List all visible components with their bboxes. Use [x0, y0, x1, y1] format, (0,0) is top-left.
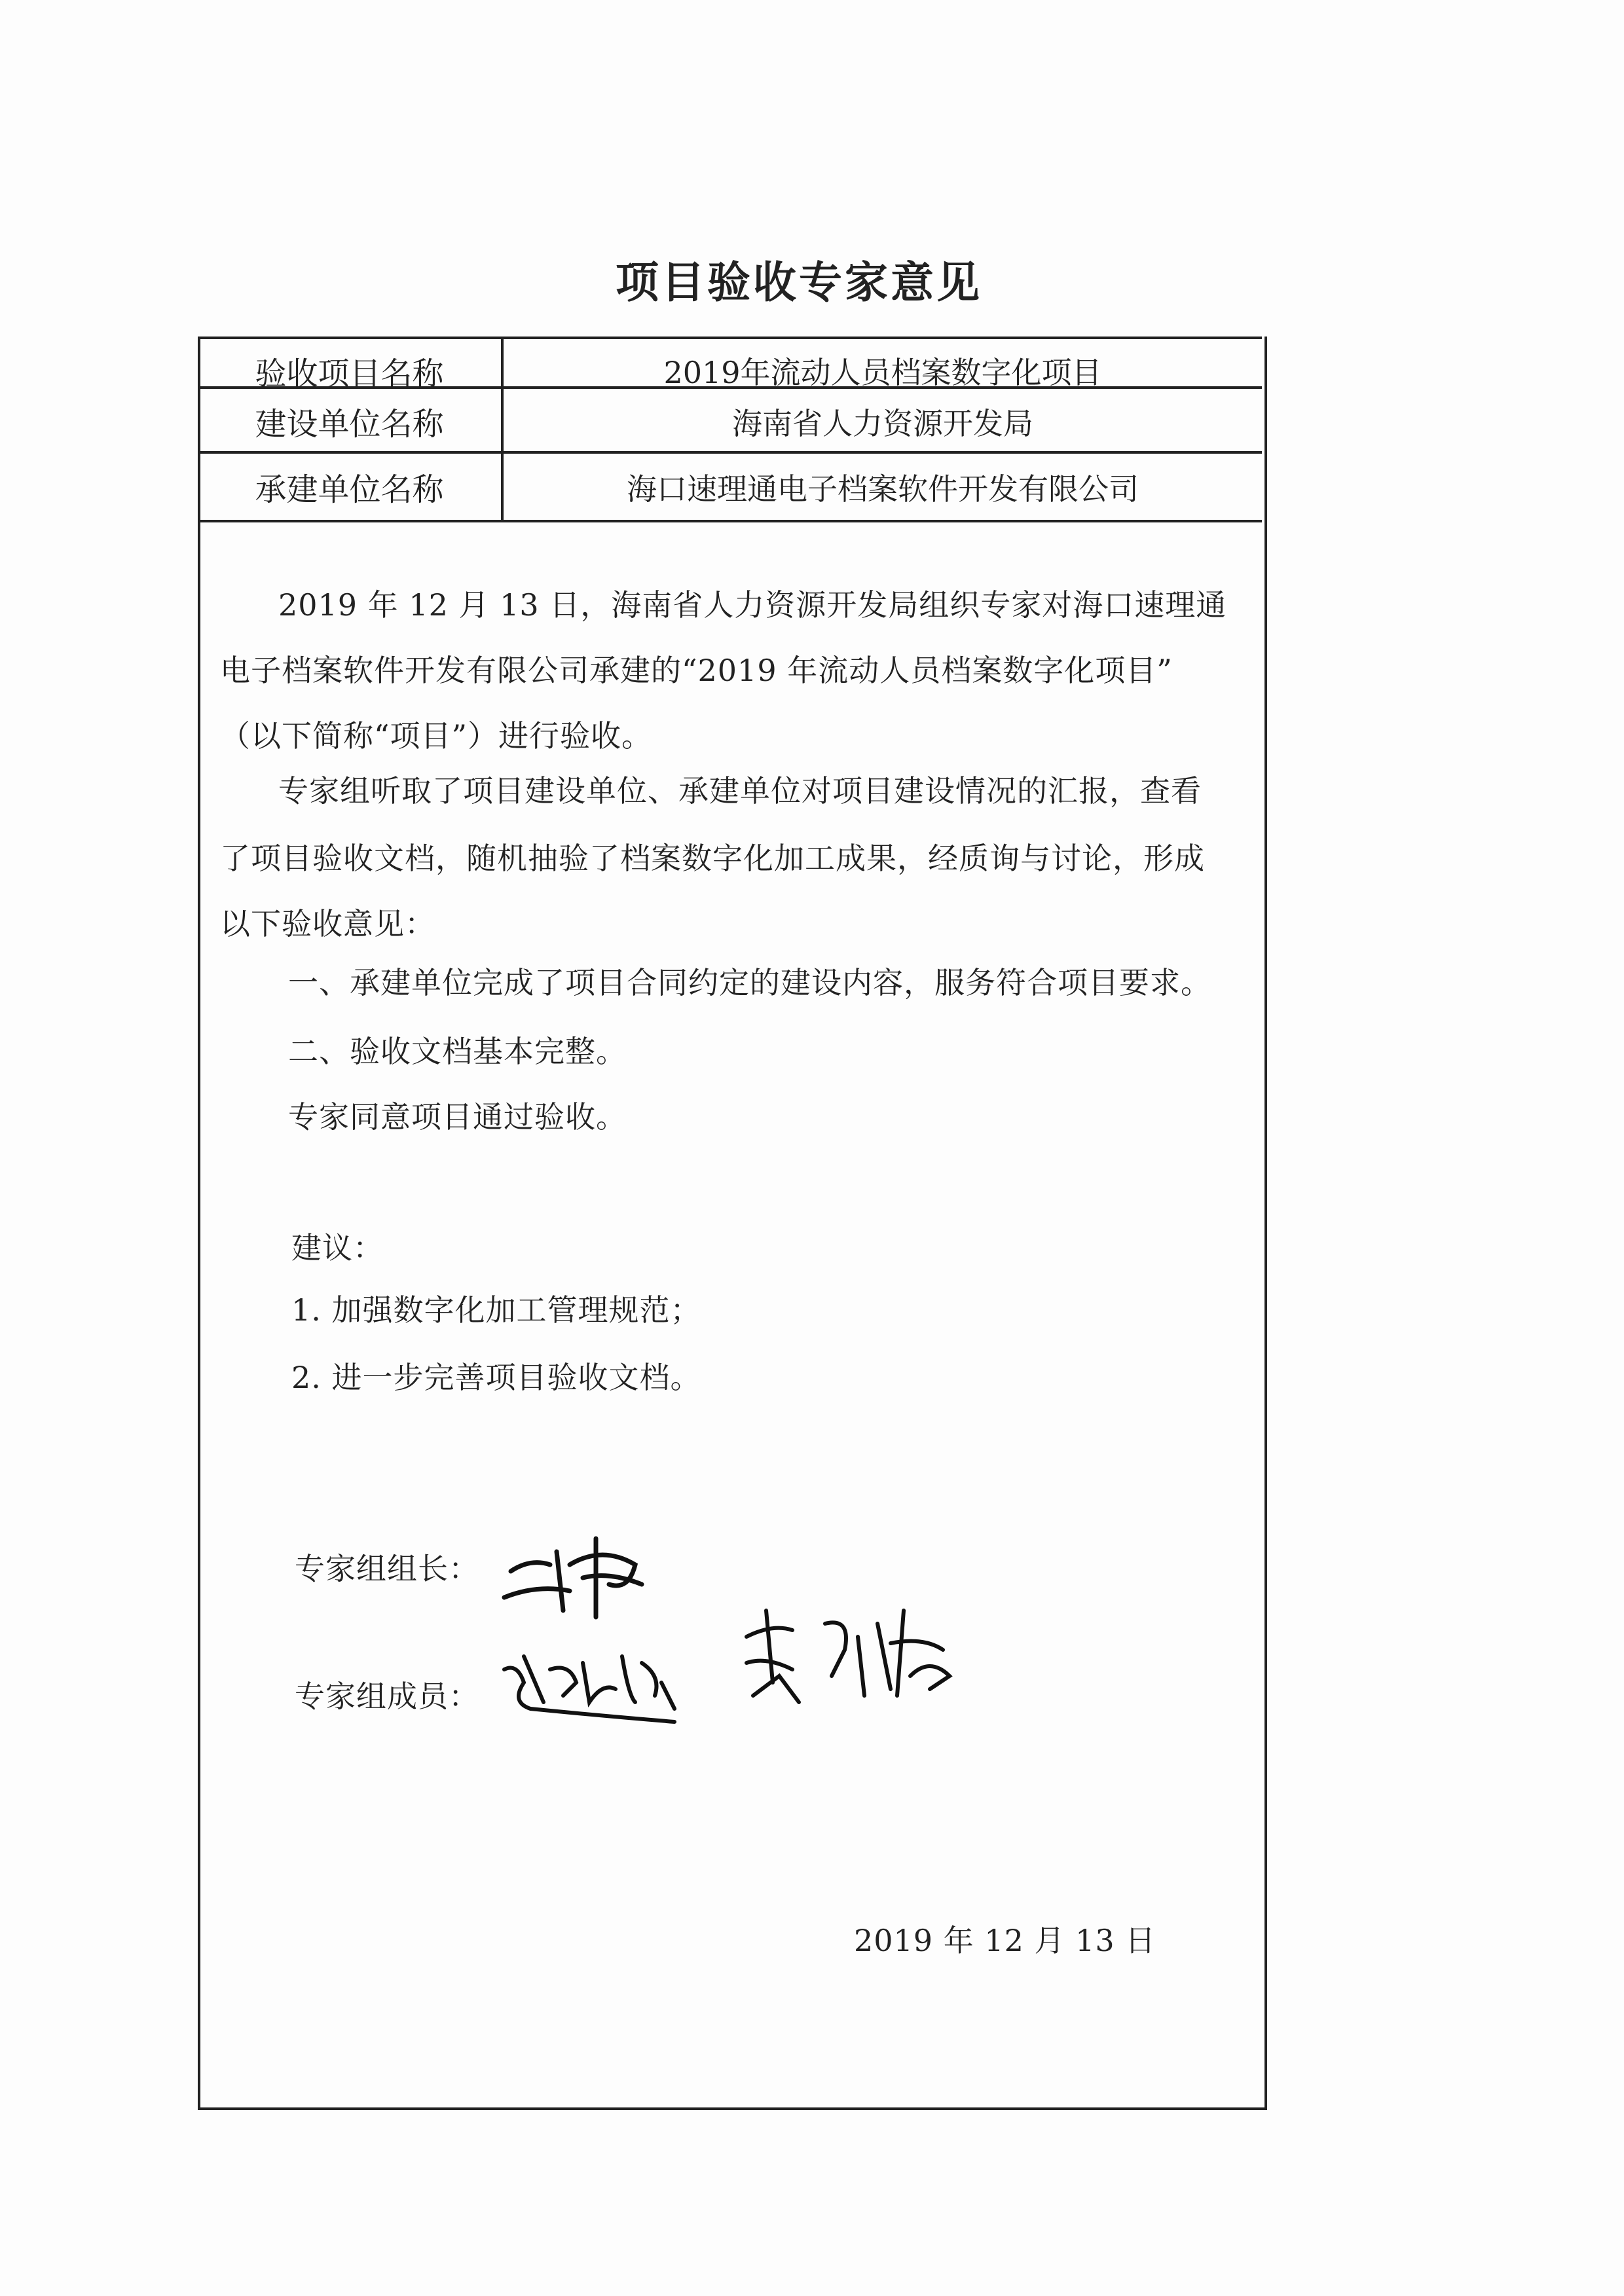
suggestion-heading: 建议： — [291, 1230, 384, 1266]
suggestion-item: 2. 进一步完善项目验收文档。 — [291, 1360, 701, 1395]
row-label: 承建单位名称 — [198, 454, 504, 520]
row-label: 验收项目名称 — [198, 339, 504, 402]
member-signature — [733, 1597, 969, 1722]
suggestion-item: 1. 加强数字化加工管理规范； — [291, 1292, 701, 1328]
leader-label: 专家组组长： — [295, 1551, 479, 1586]
member-signature — [498, 1643, 688, 1741]
body-line: （以下简称“项目”）进行验收。 — [220, 718, 653, 754]
body-line: 以下验收意见： — [220, 906, 435, 941]
table-row — [198, 451, 1262, 522]
table-row — [198, 386, 1262, 454]
row-value: 海口速理通电子档案软件开发有限公司 — [627, 471, 1139, 507]
members-label: 专家组成员： — [295, 1679, 479, 1714]
body-line: 专家组听取了项目建设单位、承建单位对项目建设情况的汇报，查看 — [278, 773, 1202, 809]
row-label: 建设单位名称 — [198, 389, 504, 454]
row-value: 2019年流动人员档案数字化项目 — [663, 355, 1102, 390]
row-value: 海南省人力资源开发局 — [732, 405, 1033, 441]
body-line: 一、承建单位完成了项目合同约定的建设内容，服务符合项目要求。 — [288, 965, 1211, 1000]
body-line: 专家同意项目通过验收。 — [288, 1099, 627, 1135]
leader-signature — [498, 1525, 668, 1624]
document-date: 2019 年 12 月 13 日 — [854, 1923, 1156, 1958]
body-line: 2019 年 12 月 13 日，海南省人力资源开发局组织专家对海口速理通 — [278, 587, 1227, 623]
body-line: 了项目验收文档，随机抽验了档案数字化加工成果，经质询与讨论，形成 — [220, 841, 1205, 876]
body-line: 电子档案软件开发有限公司承建的“2019 年流动人员档案数字化项目” — [220, 653, 1173, 688]
document-title: 项目验收专家意见 — [616, 257, 982, 308]
body-line: 二、验收文档基本完整。 — [288, 1034, 627, 1069]
